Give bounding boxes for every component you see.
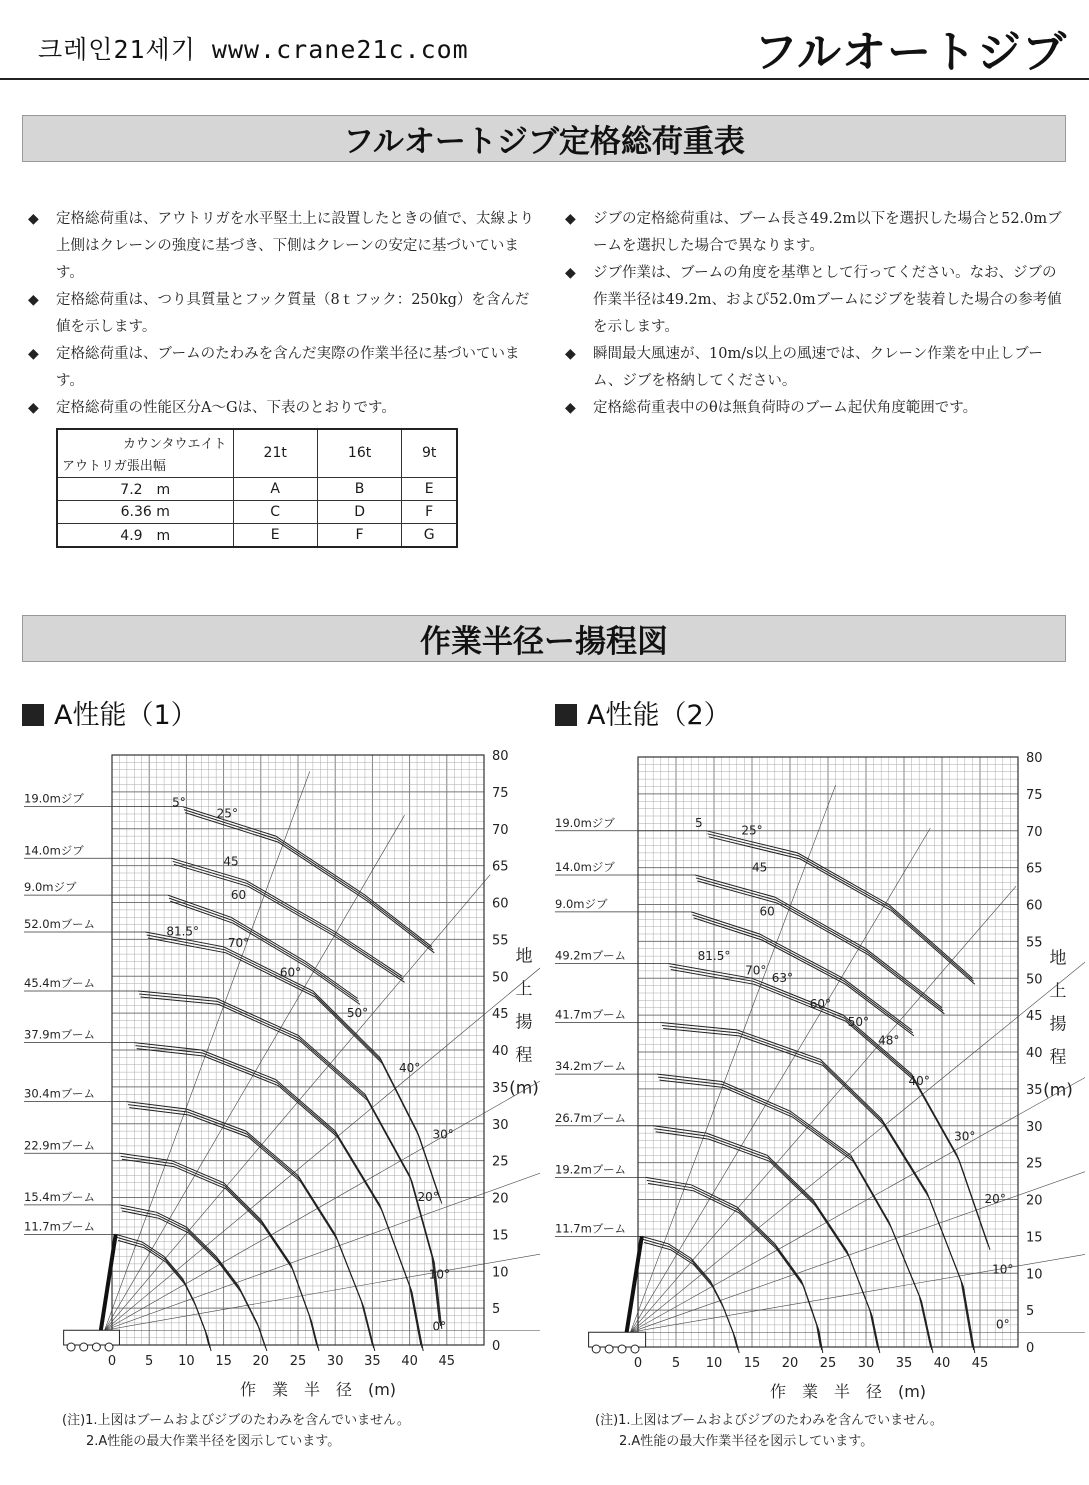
boom-label: 52.0mブーム: [24, 917, 95, 931]
crane-boom-base: [101, 1234, 116, 1330]
x-tick-label: 5: [145, 1354, 154, 1369]
table-cell: E: [402, 477, 457, 500]
angle-label: 40°: [908, 1074, 930, 1089]
outrigger-header: アウトリガ張出幅: [62, 458, 166, 474]
x-tick-label: 45: [971, 1356, 989, 1371]
table-row: [57, 477, 457, 500]
note-item: ◆ 定格総荷重は、アウトリガを水平堅土上に設置したときの値で、太線より上側はクレーンの強度に基づき、下側はクレーンの安定に基づいています。: [28, 206, 538, 287]
angle-label: 45: [223, 854, 239, 869]
y-tick-label: 60: [1026, 898, 1043, 914]
series-line: [170, 901, 360, 1004]
boom-label: 9.0mジブ: [24, 880, 77, 895]
y-tick-label: 10: [492, 1265, 509, 1281]
angle-line: [105, 1127, 540, 1330]
square-bullet-icon: [555, 704, 577, 726]
section-heading-range-chart: 作業半径ー揚程図: [22, 615, 1066, 662]
crane-wheel: [80, 1343, 88, 1351]
table-cell: E: [233, 524, 317, 547]
series-line: [642, 1236, 737, 1347]
y-axis-label-char: 上: [1049, 981, 1067, 1002]
boom-label: 30.4mブーム: [24, 1086, 95, 1101]
x-tick-label: 25: [819, 1356, 837, 1371]
x-axis-label: 作 業 半 径 (m): [769, 1382, 927, 1401]
y-tick-label: 30: [492, 1117, 509, 1133]
table-cell: F: [317, 524, 401, 547]
x-tick-label: 35: [895, 1356, 913, 1371]
angle-label: 81.5°: [697, 948, 731, 963]
crane-wheel: [92, 1343, 100, 1351]
y-tick-label: 40: [1026, 1046, 1043, 1061]
boom-label: 19.0mジブ: [555, 815, 615, 830]
y-axis-label-char: 地: [515, 946, 533, 967]
note-item: ◆ 定格総荷重の性能区分A～Gは、下表のとおりです。: [28, 395, 538, 422]
crane-wheel: [592, 1345, 600, 1353]
boom-label: 9.0mジブ: [555, 896, 608, 911]
angle-label: 60: [230, 887, 247, 902]
row-label: 6.36 m: [57, 500, 233, 523]
y-tick-label: 70: [1026, 824, 1043, 840]
y-tick-label: 45: [1026, 1009, 1043, 1025]
angle-label: 50°: [847, 1015, 870, 1030]
table-row: [57, 500, 457, 523]
angle-label: 48°: [878, 1033, 900, 1048]
column-header: 9t: [402, 429, 457, 477]
angle-label: 45: [751, 860, 768, 875]
footnote-line: (注)1.上図はブームおよびジブのたわみを含んでいません。: [595, 1413, 943, 1428]
y-tick-label: 40: [492, 1044, 509, 1059]
row-label: 7.2 m: [57, 477, 233, 500]
note-item: ◆ ジブ作業は、ブームの角度を基準として行ってください。なお、ジブの作業半径は49.2m、および52.0mブームにジブを装着した場合の参考値を示します。: [565, 260, 1070, 341]
y-tick-label: 20: [492, 1191, 509, 1207]
angle-label: 63°: [771, 970, 794, 985]
y-tick-label: 15: [1026, 1230, 1043, 1246]
angle-label: 30°: [954, 1129, 976, 1144]
footnote-line: 2.A性能の最大作業半径を図示しています。: [86, 1434, 341, 1449]
x-tick-label: 25: [289, 1354, 307, 1369]
angle-label: 0°: [995, 1317, 1010, 1332]
series-line: [169, 898, 359, 1001]
y-tick-label: 35: [1026, 1082, 1043, 1098]
angle-label: 40°: [398, 1061, 421, 1076]
angle-label: 10°: [992, 1262, 1014, 1277]
angle-label: 10°: [428, 1267, 451, 1282]
boom-label: 45.4mブーム: [24, 976, 95, 990]
note-item: ◆ 定格総荷重表中のθは無負荷時のブーム起伏角度範囲です。: [565, 395, 1070, 422]
y-tick-label: 0: [1026, 1341, 1035, 1356]
x-tick-label: 30: [326, 1354, 344, 1369]
y-tick-label: 0: [492, 1339, 501, 1354]
y-tick-label: 80: [492, 749, 509, 764]
x-axis-label: 作 業 半 径 (m): [239, 1380, 397, 1399]
angle-label: 60°: [279, 965, 302, 980]
page-header: [0, 0, 1089, 80]
boom-label: 19.0mジブ: [24, 791, 84, 806]
series-line: [696, 878, 943, 1011]
notes-right: [565, 206, 1070, 422]
x-tick-label: 45: [438, 1354, 456, 1369]
angle-label: 5: [694, 816, 703, 831]
x-tick-label: 5: [671, 1356, 681, 1371]
section-heading-load-table: フルオートジブ定格総荷重表: [22, 115, 1066, 162]
column-header: 21t: [233, 429, 317, 477]
row-label: 4.9 m: [57, 524, 233, 547]
chart-1-footnote: [62, 1410, 410, 1452]
series-line: [656, 1132, 880, 1353]
crane-carrier-icon: [64, 1234, 120, 1351]
angle-label: 30°: [432, 1127, 454, 1142]
series-line: [709, 837, 975, 985]
y-tick-label: 30: [1026, 1119, 1043, 1135]
x-tick-label: 40: [933, 1356, 951, 1371]
chart-1-title: A性能（1）: [22, 693, 198, 732]
x-tick-label: 40: [401, 1354, 418, 1369]
angle-label: 25°: [741, 823, 763, 838]
y-axis-label-char: (m): [1043, 1080, 1073, 1101]
x-tick-label: 30: [857, 1356, 875, 1371]
boom-label: 11.7mブーム: [24, 1219, 95, 1234]
boom-label: 37.9mブーム: [24, 1027, 95, 1042]
y-tick-label: 45: [492, 1007, 509, 1023]
angle-line: [105, 948, 540, 1330]
boom-label: 34.2mブーム: [555, 1059, 626, 1074]
crane-boom-base: [627, 1236, 642, 1332]
angle-label: 25°: [216, 806, 238, 821]
angle-label: 70°: [227, 935, 250, 950]
crane-wheel: [105, 1343, 113, 1351]
x-tick-label: 0: [107, 1354, 117, 1369]
boom-label: 26.7mブーム: [555, 1110, 626, 1125]
diamond-bullet-icon: ◆: [565, 346, 576, 362]
y-tick-label: 65: [492, 859, 509, 875]
boom-label: 41.7mブーム: [555, 1007, 626, 1022]
crane-carrier-icon: [589, 1236, 646, 1353]
x-tick-label: 10: [178, 1354, 195, 1369]
crane-wheel: [631, 1345, 639, 1353]
chart-grid: [112, 755, 484, 1345]
y-tick-label: 70: [492, 822, 509, 838]
angle-label: 0°: [432, 1319, 447, 1334]
note-item: ◆ 瞬間最大風速が、10m/s以上の風速では、クレーン作業を中止しブーム、ジブを格納してください。: [565, 341, 1070, 395]
x-tick-label: 10: [705, 1356, 723, 1371]
column-header: 16t: [317, 429, 401, 477]
y-axis-label-char: 程: [515, 1045, 533, 1066]
y-tick-label: 55: [492, 933, 509, 949]
y-tick-label: 50: [492, 970, 509, 986]
diamond-bullet-icon: ◆: [565, 211, 576, 227]
footnote-line: 2.A性能の最大作業半径を図示しています。: [619, 1434, 874, 1449]
table-cell: C: [233, 500, 317, 523]
x-tick-label: 20: [252, 1354, 270, 1369]
series-line: [657, 1074, 931, 1347]
y-tick-label: 25: [492, 1154, 509, 1170]
angle-label: 20°: [417, 1190, 439, 1205]
table-corner-header: [57, 429, 233, 477]
x-tick-label: 0: [633, 1356, 643, 1371]
table-cell: F: [402, 500, 457, 523]
series-line: [116, 1234, 209, 1345]
series-group: [116, 807, 442, 1351]
crane-wheel: [605, 1345, 613, 1353]
note-item: ◆ ジブの定格総荷重は、ブーム長さ49.2m以下を選択した場合と52.0mブームを選択した場合で異なります。: [565, 206, 1070, 260]
series-line: [658, 1077, 932, 1350]
series-line: [697, 881, 944, 1014]
table-cell: G: [402, 524, 457, 547]
y-tick-label: 80: [1026, 751, 1043, 766]
chart-2-title: A性能（2）: [555, 693, 731, 732]
series-line: [708, 834, 974, 982]
y-axis-label: [1043, 949, 1073, 1101]
notes-left: [28, 206, 538, 422]
angle-label: 81.5°: [166, 924, 200, 939]
series-line: [134, 1043, 421, 1345]
y-axis-label-char: 程: [1049, 1047, 1067, 1068]
diamond-bullet-icon: ◆: [28, 292, 39, 308]
angle-line: [630, 886, 1016, 1332]
diamond-bullet-icon: ◆: [28, 346, 39, 362]
y-axis-label: [509, 947, 539, 1099]
y-tick-label: 20: [1026, 1193, 1043, 1209]
y-axis-label-char: 上: [515, 979, 533, 1000]
y-axis-label-char: 揚: [515, 1012, 533, 1033]
y-tick-label: 75: [492, 785, 509, 801]
table-cell: D: [317, 500, 401, 523]
note-item: ◆ 定格総荷重は、つり具質量とフック質量（8ｔフック：250kg）を含んだ値を示します。: [28, 287, 538, 341]
x-tick-label: 20: [781, 1356, 799, 1371]
boom-label: 49.2mブーム: [555, 948, 626, 963]
diamond-bullet-icon: ◆: [565, 400, 576, 416]
y-axis-label-char: 地: [1049, 948, 1067, 969]
boom-label: 15.4mブーム: [24, 1189, 95, 1204]
counterweight-header: カウンタウエイト: [123, 437, 227, 452]
series-line: [659, 1080, 933, 1353]
chart-2-footnote: [595, 1410, 943, 1452]
y-tick-label: 55: [1026, 935, 1043, 951]
boom-label: 11.7mブーム: [555, 1221, 626, 1236]
crane-wheel: [67, 1343, 75, 1351]
site-name[interactable]: 크레인21세기 www.crane21c.com: [38, 35, 469, 64]
angle-label: 70°: [745, 963, 767, 978]
x-tick-label: 15: [215, 1354, 232, 1369]
x-tick-label: 35: [364, 1354, 381, 1369]
y-tick-label: 50: [1026, 972, 1043, 988]
series-line: [136, 1046, 423, 1348]
table-header-row: [57, 429, 457, 477]
angle-label: 60°: [809, 996, 832, 1011]
footnote-line: (注)1.上図はブームおよびジブのたわみを含んでいません。: [62, 1413, 410, 1428]
diamond-bullet-icon: ◆: [28, 211, 39, 227]
series-line: [138, 991, 439, 1323]
angle-label: 60: [759, 904, 775, 919]
series-line: [137, 1049, 424, 1351]
diamond-bullet-icon: ◆: [565, 265, 576, 281]
performance-class-table: [56, 428, 458, 548]
y-tick-label: 15: [492, 1228, 509, 1244]
boom-label: 14.0mジブ: [555, 860, 615, 874]
angle-label: 20°: [984, 1192, 1006, 1207]
series-line: [139, 994, 440, 1326]
series-line: [121, 1208, 266, 1348]
boom-label: 22.9mブーム: [24, 1138, 95, 1153]
table-row: [57, 524, 457, 547]
y-axis-label-char: 揚: [1049, 1014, 1067, 1035]
y-tick-label: 10: [1026, 1267, 1043, 1283]
y-tick-label: 25: [1026, 1156, 1043, 1172]
square-bullet-icon: [22, 704, 44, 726]
boom-label: 19.2mブーム: [555, 1162, 626, 1177]
y-tick-label: 5: [492, 1302, 501, 1318]
series-group: [642, 831, 990, 1353]
table-cell: A: [233, 477, 317, 500]
angle-line: [630, 828, 930, 1332]
angle-label-group: [166, 796, 453, 1334]
x-tick-label: 15: [743, 1356, 761, 1371]
range-chart-a2: [540, 740, 1085, 1405]
angle-label: 50°: [346, 1005, 369, 1020]
chart-grid: [638, 757, 1018, 1347]
y-axis-label-char: (m): [509, 1078, 539, 1099]
crane-wheel: [618, 1345, 626, 1353]
y-tick-label: 65: [1026, 861, 1043, 877]
range-chart-a1: [0, 740, 540, 1405]
table-cell: B: [317, 477, 401, 500]
diamond-bullet-icon: ◆: [28, 400, 39, 416]
note-item: ◆ 定格総荷重は、ブームのたわみを含んだ実際の作業半径に基づいています。: [28, 341, 538, 395]
boom-label: 14.0mジブ: [24, 843, 84, 858]
y-tick-label: 75: [1026, 787, 1043, 803]
y-tick-label: 5: [1026, 1304, 1035, 1320]
y-tick-label: 35: [492, 1080, 509, 1096]
y-tick-label: 60: [492, 896, 509, 912]
angle-line: [105, 1033, 540, 1330]
document-title: フルオートジブ: [753, 27, 1067, 78]
angle-label: 5°: [172, 795, 186, 810]
